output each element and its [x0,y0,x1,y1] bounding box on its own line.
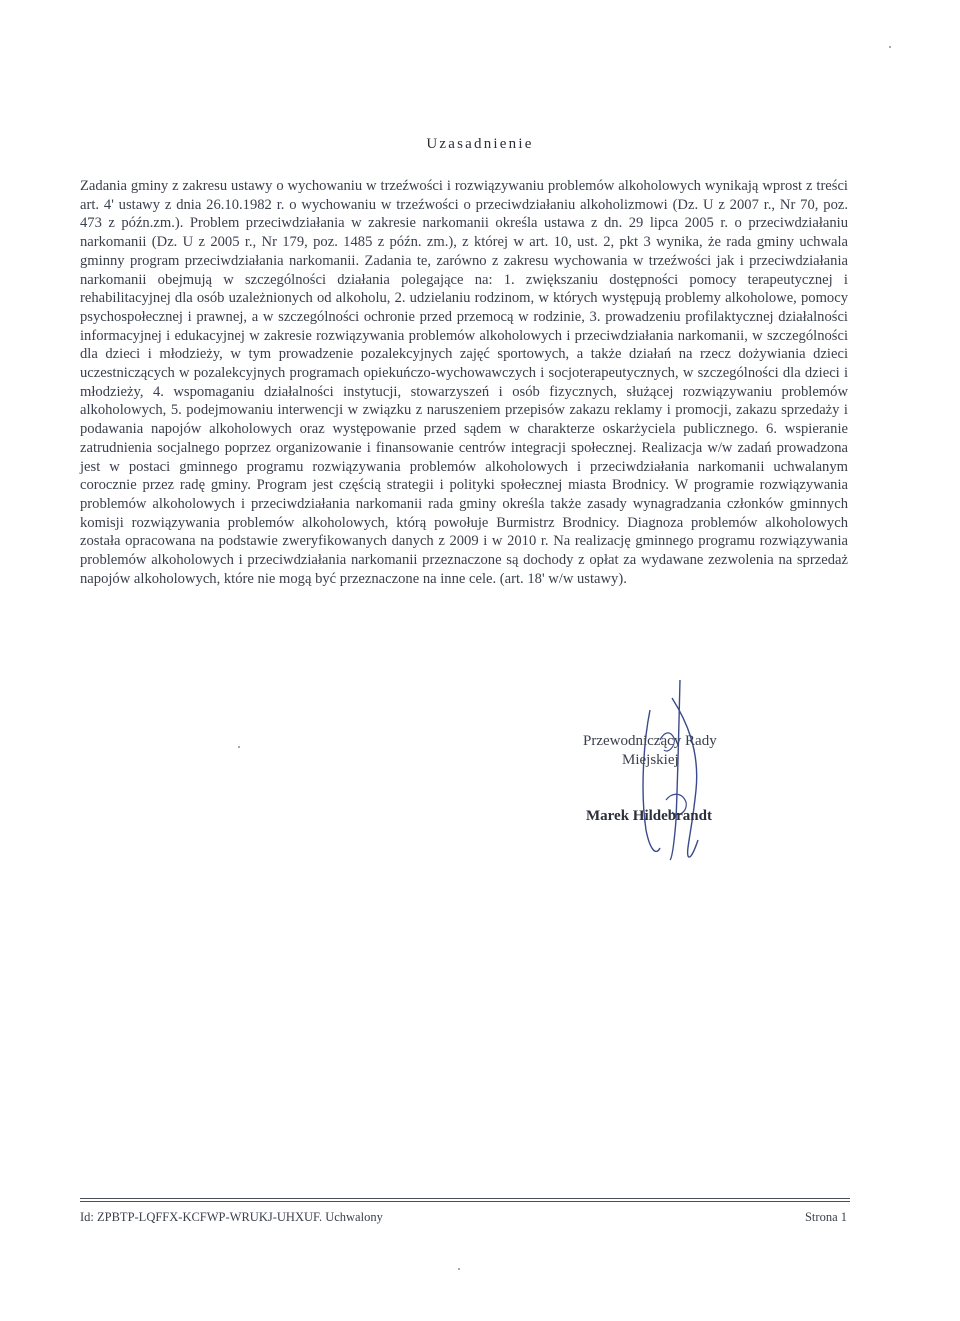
scan-speck [458,1268,460,1270]
signatory-name: Marek Hildebrandt [586,808,712,824]
signature-block [560,680,800,880]
handwritten-signature [560,680,800,880]
body-paragraph: Zadania gminy z zakresu ustawy o wychowaniu w trzeźwości i rozwiązywaniu problemów alkoholowych wynikają wprost z treści art. 4' ustawy z dnia 26.10.1982 r. o wychowaniu w trzeźwości o przeciwdziałaniu alkoholizmowi (Dz. U z 2007 r., Nr 70, poz. 473 z późn.zm.). Problem przeciwdziałania w zakresie narkomanii określa ustawa z dn. 29 lipca 2005 r. o przeciwdziałaniu narkomanii (Dz. U z 2005 r., Nr 179, poz. 1485 z późn. zm.), z której w art. 10, ust. 2, pkt 3 wynika, że rada gminy uchwala gminny program przeciwdziałania narkomanii. Zadania te, zarówno z zakresu wychowania w trzeźwości jak i przeciwdziałania narkomanii obejmują w szczególności działania polegające na: 1. zwiększaniu dostępności pomocy terapeutycznej i rehabilitacyjnej dla osób uzależnionych od alkoholu, 2. udzielaniu rodzinom, w których występują problemy alkoholowe, pomocy psychospołecznej i prawnej, a w szczególności ochronie przed przemocą w rodzinie, 3. prowadzeniu profilaktycznej działalności informacyjnej i edukacyjnej w zakresie rozwiązywania problemów alkoholowych i przeciwdziałania narkomanii, w szczególności dla dzieci i młodzieży, w tym prowadzenie pozalekcyjnych zajęć sportowych, a także działań na rzecz dożywiania dzieci uczestniczących w pozalekcyjnych programach opiekuńczo-wychowawczych i socjoterapeutycznych, w szczególności dla dzieci i młodzieży, 4. wspomaganiu działalności instytucji, stowarzyszeń i osób fizycznych, służącej rozwiązywaniu problemów alkoholowych, 5. podejmowaniu interwencji w związku z naruszeniem przepisów zakazu reklamy i promocji, zakazu sprzedaży i podawania napojów alkoholowych oraz występowanie przed sądem w charakterze oskarżyciela publicznego. 6. wspieranie zatrudnienia socjalnego poprzez organizowanie i finansowanie centrów integracji społecznej. Realizacja w/w zadań prowadzona jest w postaci gminnego programu rozwiązywania problemów alkoholowych i przeciwdziałania narkomanii uchwalanym corocznie przez radę gminy. Program jest częścią strategii i polityki społecznej miasta Brodnicy. W programie rozwiązywania problemów alkoholowych i przeciwdziałania narkomanii rada gminy określa także zasady wynagradzania członków gminnych komisji rozwiązywania problemów alkoholowych, którą powołuje Burmistrz Brodnicy. Diagnoza problemów alkoholowych została opracowana na podstawie zweryfikowanych danych z 2009 i w 2010 r. Na realizację gminnego programu rozwiązywania problemów alkoholowych i przeciwdziałania narkomanii przeznaczone są dochody z opłat za wydawane zezwolenia na sprzedaż napojów alkoholowych, które nie mogą być przeznaczone na inne cele. (art. 18' w/w ustawy). [80,178,848,587]
signature-title-line1: Przewodniczący Rady [583,733,717,749]
footer-page-number: Strona 1 [804,1210,847,1224]
scan-speck [238,746,240,748]
document-title: Uzasadnienie [426,136,534,152]
body-paragraph-container [80,177,848,588]
footer-document-id: Id: ZPBTP-LQFFX-KCFWP-WRUKJ-UHXUF. Uchwalony [80,1210,383,1224]
signature-title-line2: Miejskiej [622,752,679,768]
scan-speck [889,46,891,48]
footer-divider-secondary [80,1201,850,1202]
footer-divider [80,1198,850,1199]
